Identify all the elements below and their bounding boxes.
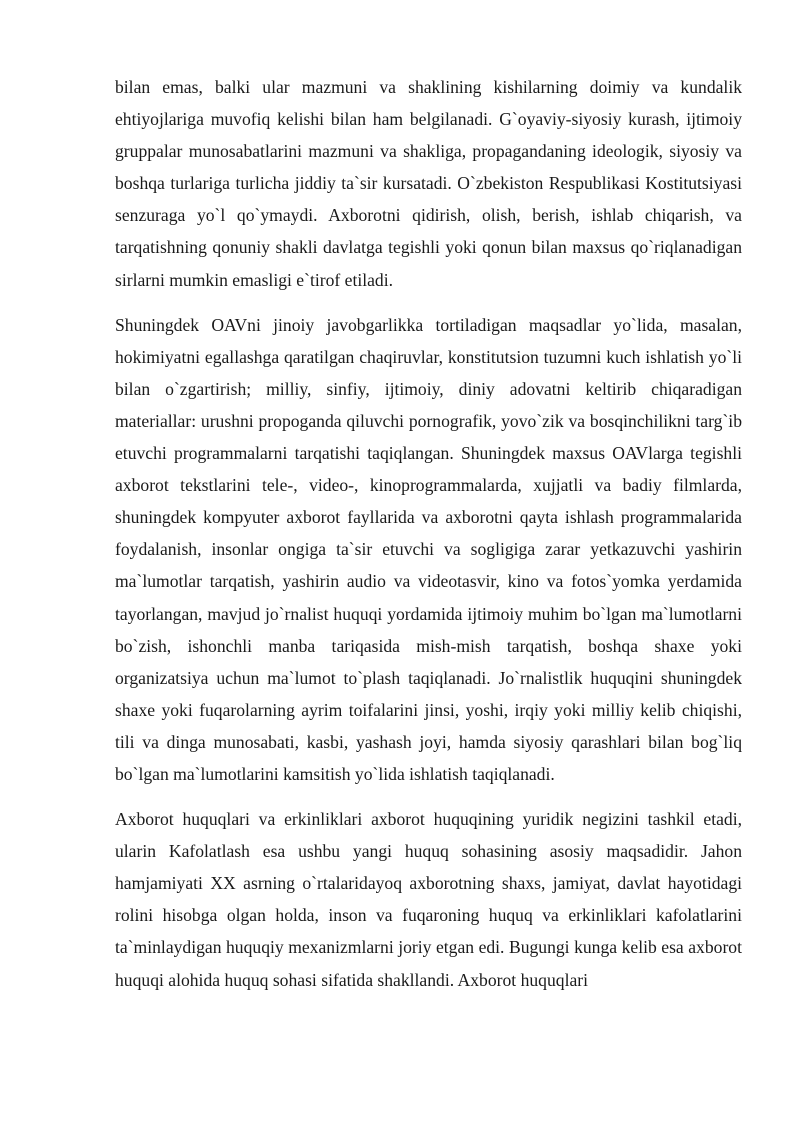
paragraph-1: bilan emas, balki ular mazmuni va shaklining kishilarning doimiy va kundalik ehtiyojlariga muvofiq kelishi bilan ham belgilanadi. G`oyaviy-siyosiy kurash, ijtimoiy gruppalar munosabatlarini mazmuni va shakliga, propagandaning ideologik, siyosiy va boshqa turlariga turlicha jiddiy ta`sir kursatadi. O`zbekiston Respublikasi Kostitutsiyasi senzuraga yo`l qo`ymaydi. Axborotni qidirish, olish, berish, ishlab chiqarish, va tarqatishning qonuniy shakli davlatga tegishli yoki qonun bilan maxsus qo`riqlanadigan sirlarni mumkin emasligi e`tirof etiladi.	[115, 77, 742, 290]
paragraph-2: Shuningdek OAVni jinoiy javobgarlikka tortiladigan maqsadlar yo`lida, masalan, hokimiyatni egallashga qaratilgan chaqiruvlar, konstitutsion tuzumni kuch ishlatish yo`li bilan o`zgartirish; milliy, sinfiy, ijtimoiy, diniy adovatni keltirib chiqaradigan materiallar: urushni propoganda qiluvchi pornografik, yovo`zik va bosqinchilikni targ`ib etuvchi programmalarni tarqatishi taqiqlangan. Shuningdek maxsus OAVlarga tegishli axborot tekstlarini tele-, video-, kinoprogrammalarda, xujjatli va badiy filmlarda, shuningdek kompyuter axborot fayllarida va axborotni qayta ishlash programmalarida foydalanish, insonlar ongiga ta`sir etuvchi va sogligiga zarar yetkazuvchi yashirin ma`lumotlar tarqatish, yashirin audio va videotasvir, kino va fotos`yomka yerdamida tayorlangan, mavjud jo`rnalist huquqi yordamida ijtimoiy muhim bo`lgan ma`lumotlarni bo`zish, ishonchli manba tariqasida mish-mish tarqatish, boshqa shaxe yoki organizatsiya uchun ma`lumot to`plash taqiqlanadi. Jo`rnalistlik huquqini shuningdek shaxe yoki fuqarolarning ayrim toifalarini jinsi, yoshi, irqiy yoki milliy kelib chiqishi, tili va dinga munosabati, kasbi, yashash joyi, hamda siyosiy qarashlari bilan bog`liq bo`lgan ma`lumotlarini kamsitish yo`lida ishlatish taqiqlanadi.	[115, 314, 742, 784]
paragraph-3: Axborot huquqlari va erkinliklari axborot huquqining yuridik negizini tashkil etadi, ularin Kafolatlash esa ushbu yangi huquq sohasining asosiy maqsadidir. Jahon hamjamiyati XX asrning o`rtalaridayoq axborotning shaxs, jamiyat, davlat hayotidagi rolini hisobga olgan holda, inson va fuqaroning huquq va erkinliklari kafolatlarini ta`minlaydigan huquqiy mexanizmlarni joriy etgan edi. Bugungi kunga kelib esa axborot huquqi alohida huquq sohasi sifatida shakllandi. Axborot huquqlari	[115, 809, 742, 990]
document-page	[115, 71, 742, 1009]
